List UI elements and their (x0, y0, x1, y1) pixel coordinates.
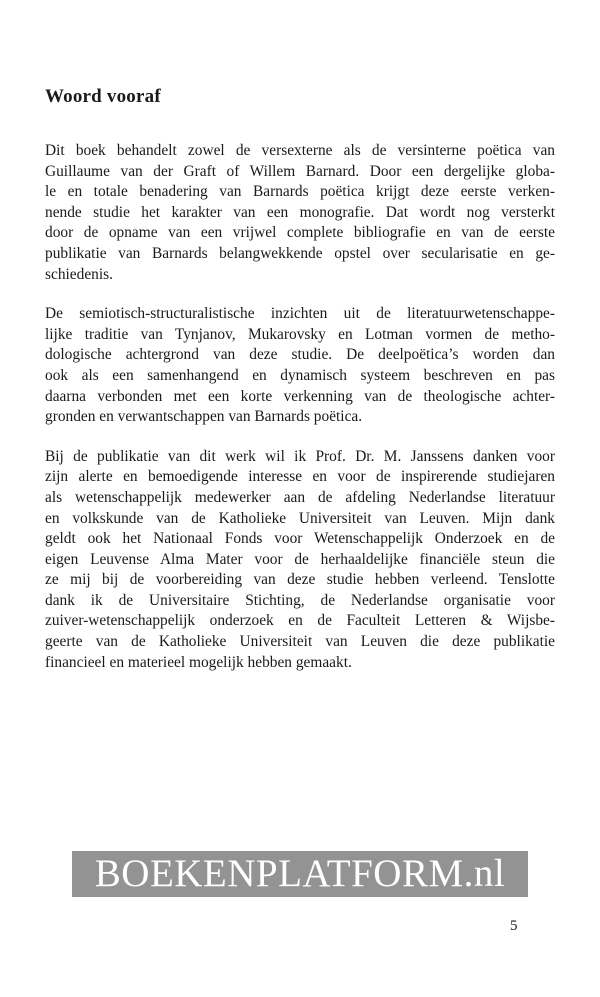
page-title: Woord vooraf (45, 86, 161, 107)
text-line: ook als een samenhangend en dynamisch systeem beschreven en pas (45, 366, 555, 384)
text-line: De semiotisch-structuralistische inzichten uit de literatuurwetenschappe- (45, 305, 555, 323)
text-line: Guillaume van der Graft of Willem Barnard. Door een dergelijke globa- (45, 162, 555, 180)
text-line: publikatie van Barnards belangwekkende opstel over secularisatie en ge- (45, 244, 555, 262)
text-line: zijn alerte en bemoedigende interesse en voor de inspirerende studiejaren (45, 468, 555, 486)
text-line: Bij de publikatie van dit werk wil ik Prof. Dr. M. Janssens danken voor (45, 447, 555, 465)
text-line: zuiver-wetenschappelijk onderzoek en de Faculteit Letteren & Wijsbe- (45, 612, 555, 630)
text-line: schiedenis. (45, 265, 113, 283)
text-line: dank ik de Universitaire Stichting, de Nederlandse organisatie voor (45, 591, 555, 609)
text-line: geldt ook het Nationaal Fonds voor Wetenschappelijk Onderzoek en de (45, 530, 555, 548)
text-line: gronden en verwantschappen van Barnards poëtica. (45, 408, 363, 426)
paragraph-2 (45, 304, 555, 428)
text-line: door de opname van een vrijwel complete bibliografie en van de eerste (45, 224, 555, 242)
text-line: nende studie het karakter van een monografie. Dat wordt nog versterkt (45, 203, 555, 221)
text-line: ze mij bij de voorbereiding van deze studie hebben verleend. Tenslotte (45, 571, 555, 589)
text-line: le en totale benadering van Barnards poëtica krijgt deze eerste verken- (45, 183, 555, 201)
text-line: Dit boek behandelt zowel de versexterne als de versinterne poëtica van (45, 142, 555, 159)
text-line: lijke traditie van Tynjanov, Mukarovsky en Lotman vormen de metho- (45, 325, 555, 343)
text-line: daarna verbonden met een korte verkenning van de theologische achter- (45, 387, 555, 405)
paragraph-3 (45, 447, 555, 674)
text-line: en volkskunde van de Katholieke Universiteit van Leuven. Mijn dank (45, 509, 555, 527)
foreword-body (45, 141, 555, 692)
text-line: als wetenschappelijk medewerker aan de afdeling Nederlandse literatuur (45, 488, 555, 506)
text-line: financieel en materieel mogelijk hebben gemaakt. (45, 653, 352, 671)
watermark-banner: BOEKENPLATFORM.nl (72, 851, 528, 897)
page-number: 5 (510, 918, 518, 934)
paragraph-1 (45, 141, 555, 285)
text-line: geerte van de Katholieke Universiteit van Leuven die deze publikatie (45, 633, 555, 651)
text-line: eigen Leuvense Alma Mater voor de herhaaldelijke financiële steun die (45, 550, 555, 568)
text-line: dologische achtergrond van deze studie. De deelpoëtica’s worden dan (45, 346, 555, 364)
